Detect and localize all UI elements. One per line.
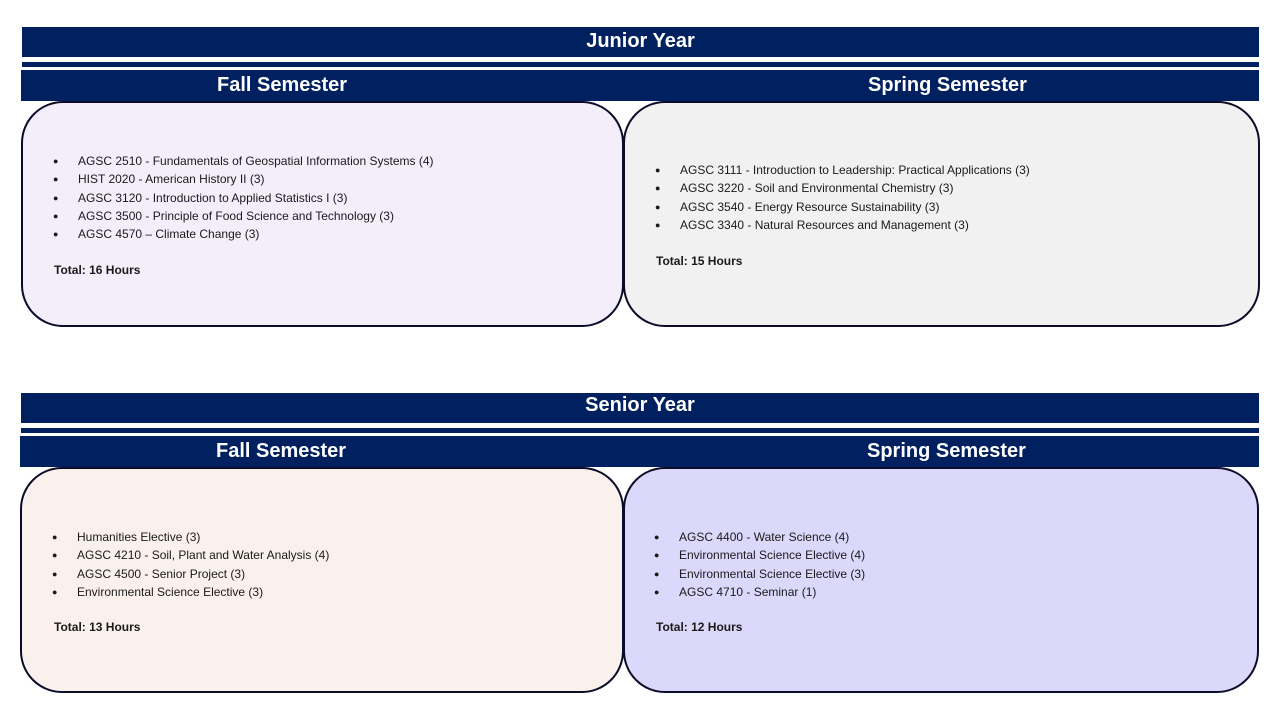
list-item — [23, 207, 434, 225]
senior-semester-header-bar — [20, 436, 1259, 467]
bullet-icon: ● — [655, 201, 661, 212]
list-item — [625, 198, 1030, 216]
bullet-icon: ● — [53, 229, 59, 240]
list-item — [22, 546, 329, 564]
junior-year-title: Junior Year — [586, 30, 695, 52]
list-item — [624, 546, 865, 564]
course-name: AGSC 3500 - Principle of Food Science and Technology (3) — [78, 208, 394, 223]
senior-year-title: Senior Year — [585, 394, 695, 416]
course-name: AGSC 3540 - Energy Resource Sustainability (3) — [680, 199, 940, 214]
junior-fall-course-list — [23, 152, 434, 243]
bullet-icon: ● — [654, 532, 660, 542]
list-item — [23, 152, 434, 170]
senior-spring-course-list — [624, 528, 865, 601]
course-name: AGSC 3220 - Soil and Environmental Chemistry (3) — [680, 181, 954, 196]
bullet-icon: ● — [52, 532, 58, 542]
list-item — [624, 528, 865, 546]
bullet-icon: ● — [53, 174, 59, 185]
bullet-icon: ● — [655, 165, 661, 175]
list-item — [22, 565, 329, 583]
list-item — [23, 170, 434, 188]
junior-spring-course-list — [625, 161, 1030, 234]
list-item — [625, 161, 1030, 179]
senior-spring-box — [623, 467, 1259, 693]
course-name: AGSC 3111 - Introduction to Leadership: Practical Applications (3) — [680, 163, 1030, 177]
senior-spring-total: Total: 12 Hours — [656, 620, 743, 634]
junior-spring-box — [623, 101, 1260, 327]
junior-fall-box — [21, 101, 624, 327]
course-name: Environmental Science Elective (3) — [679, 566, 866, 581]
course-name: AGSC 4210 - Soil, Plant and Water Analysis (4) — [77, 548, 330, 563]
list-item — [23, 225, 434, 243]
junior-year-header — [22, 27, 1259, 57]
senior-fall-total: Total: 13 Hours — [54, 620, 141, 634]
bullet-icon: ● — [654, 586, 660, 597]
bullet-icon: ● — [654, 550, 660, 561]
list-item — [22, 583, 329, 601]
list-item — [625, 216, 1030, 234]
list-item — [624, 583, 865, 601]
junior-fall-header: Fall Semester — [217, 74, 348, 96]
junior-semester-header-bar — [21, 70, 1259, 101]
senior-fall-box — [20, 467, 624, 693]
course-name: AGSC 2510 - Fundamentals of Geospatial Information Systems (4) — [78, 154, 434, 168]
bullet-icon: ● — [654, 568, 660, 579]
junior-fall-total: Total: 16 Hours — [54, 263, 141, 277]
junior-spring-total: Total: 15 Hours — [656, 254, 743, 268]
bullet-icon: ● — [53, 192, 59, 203]
senior-year-header — [21, 393, 1259, 423]
junior-divider-bar — [22, 62, 1259, 67]
list-item — [625, 179, 1030, 197]
senior-divider-bar — [21, 428, 1259, 433]
list-item — [23, 189, 434, 207]
course-name: Environmental Science Elective (4) — [679, 548, 866, 563]
course-name: AGSC 3120 - Introduction to Applied Statistics I (3) — [78, 190, 348, 205]
bullet-icon: ● — [52, 568, 58, 579]
bullet-icon: ● — [655, 183, 661, 194]
course-name: AGSC 4710 - Seminar (1) — [679, 584, 817, 599]
senior-spring-header: Spring Semester — [867, 440, 1026, 462]
course-name: AGSC 4400 - Water Science (4) — [679, 530, 850, 544]
senior-fall-header: Fall Semester — [216, 440, 347, 462]
course-name: AGSC 4570 – Climate Change (3) — [78, 227, 260, 242]
senior-fall-course-list — [22, 528, 329, 601]
course-name: Humanities Elective (3) — [77, 530, 201, 544]
course-name: AGSC 4500 - Senior Project (3) — [77, 566, 246, 581]
bullet-icon: ● — [53, 156, 59, 166]
course-name: AGSC 3340 - Natural Resources and Management (3) — [680, 217, 969, 232]
course-name: HIST 2020 - American History II (3) — [78, 172, 265, 187]
list-item — [624, 565, 865, 583]
list-item — [22, 528, 329, 546]
bullet-icon: ● — [52, 550, 58, 561]
bullet-icon: ● — [655, 219, 661, 230]
course-name: Environmental Science Elective (3) — [77, 584, 264, 599]
bullet-icon: ● — [52, 586, 58, 597]
bullet-icon: ● — [53, 210, 59, 221]
junior-spring-header: Spring Semester — [868, 74, 1027, 96]
